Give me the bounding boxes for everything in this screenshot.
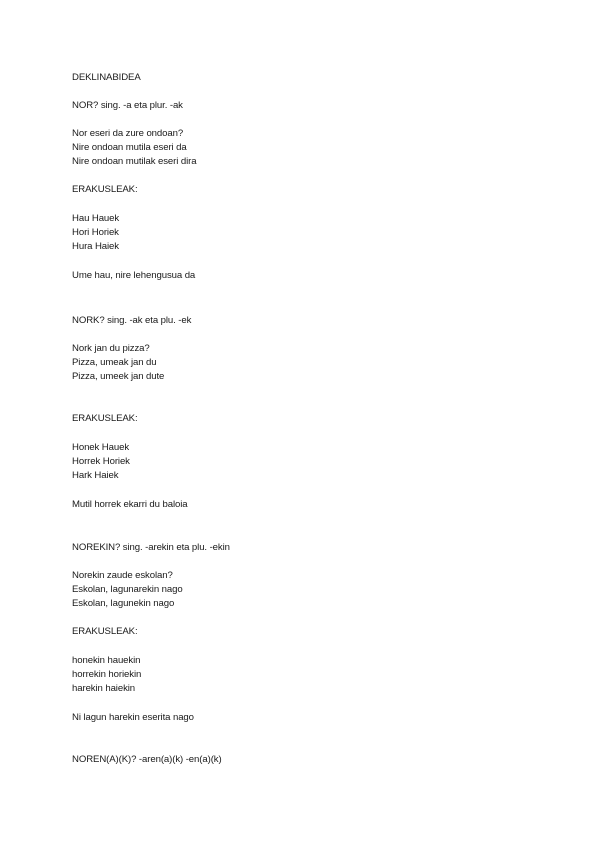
demonstrative-line: Honek Hauek — [72, 442, 130, 453]
example-line: Nire ondoan mutilak eseri dira — [72, 156, 197, 167]
example-line: Nor eseri da zure ondoan? — [72, 128, 184, 139]
demonstratives-label: ERAKUSLEAK: — [72, 626, 138, 637]
section-heading-nor: NOR? sing. -a eta plur. -ak — [72, 100, 183, 111]
demonstrative-line: Hura Haiek — [72, 241, 119, 252]
example-line: Nire ondoan mutila eseri da — [72, 142, 187, 153]
example-line: Norekin zaude eskolan? — [72, 570, 173, 581]
example-line: Eskolan, lagunekin nago — [72, 598, 175, 609]
example-line: Pizza, umeek jan dute — [72, 371, 165, 382]
example-line: Pizza, umeak jan du — [72, 357, 157, 368]
demonstrative-line: Hark Haiek — [72, 470, 119, 481]
section-heading-norekin: NOREKIN? sing. -arekin eta plu. -ekin — [72, 542, 230, 553]
document-title: DEKLINABIDEA — [72, 72, 141, 83]
example-sentence: Ni lagun harekin eserita nago — [72, 712, 194, 723]
demonstratives-label: ERAKUSLEAK: — [72, 413, 138, 424]
demonstratives-label: ERAKUSLEAK: — [72, 184, 138, 195]
example-line: Eskolan, lagunarekin nago — [72, 584, 183, 595]
example-sentence: Ume hau, nire lehengusua da — [72, 270, 196, 281]
demonstrative-line: Horrek Horiek — [72, 456, 130, 467]
demonstrative-line: horrekin horiekin — [72, 669, 142, 680]
demonstrative-line: honekin hauekin — [72, 655, 141, 666]
demonstrative-line: Hori Horiek — [72, 227, 119, 238]
demonstrative-line: harekin haiekin — [72, 683, 136, 694]
example-sentence: Mutil horrek ekarri du baloia — [72, 499, 188, 510]
demonstrative-line: Hau Hauek — [72, 213, 120, 224]
section-heading-nork: NORK? sing. -ak eta plu. -ek — [72, 315, 192, 326]
example-line: Nork jan du pizza? — [72, 343, 150, 354]
section-heading-noren: NOREN(A)(K)? -aren(a)(k) -en(a)(k) — [72, 754, 222, 765]
